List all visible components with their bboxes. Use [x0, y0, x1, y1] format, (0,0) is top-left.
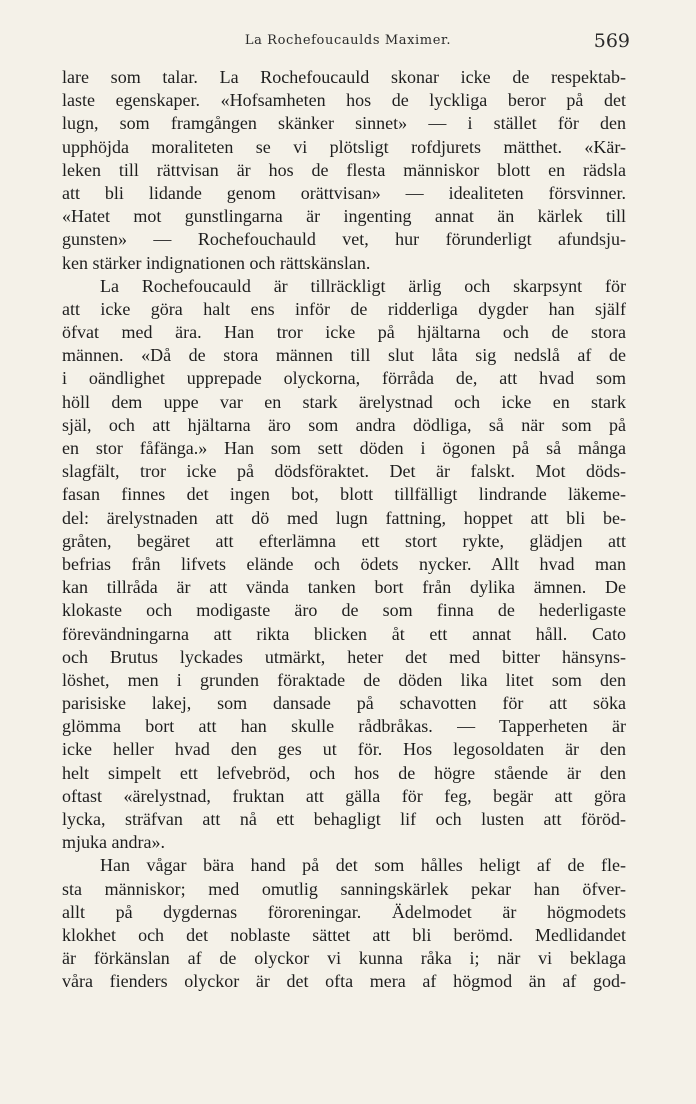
text-line: icke heller hvad den ges ut för. Hos legosoldaten är den: [62, 739, 626, 760]
text-line: gråten, begäret att efterlämna ett stort rykte, glädjen att: [62, 530, 626, 551]
text-line: sta människor; med omutlig sanningskärlek pekar han öfver-: [62, 878, 626, 899]
text-line: «Hatet mot gunstlingarna är ingenting annat än kärlek till: [62, 206, 626, 227]
running-header: [0, 30, 696, 60]
text-line: oftast «ärelystnad, fruktan att gälla för feg, begär att göra: [62, 785, 626, 806]
text-line: laste egenskaper. «Hofsamheten hos de lyckliga beror på det: [62, 90, 626, 111]
text-line: våra fienders olyckor är det ofta mera af högmod än af god-: [62, 971, 626, 992]
text-line: löshet, men i grunden föraktade de döden lika litet som den: [62, 669, 626, 690]
text-line: lugn, som framgången skänker sinnet» — i stället för den: [62, 113, 626, 134]
text-line: upphöjda moraliteten se vi plötsligt rofdjurets mätthet. «Kär-: [62, 136, 626, 157]
text-line: i oändlighet upprepade olyckorna, förråda de, att hvad som: [62, 368, 626, 389]
text-line: lycka, sträfvan att nå ett behagligt lif och lusten att föröd-: [62, 809, 626, 829]
text-line: männen. «Då de stora männen till slut låta sig nedslå af de: [62, 345, 626, 366]
text-line: del: ärelystnaden att dö med lugn fattning, hoppet att bli be-: [62, 507, 626, 528]
text-line: och Brutus lyckades utmärkt, heter det med bitter hänsyns-: [62, 646, 626, 667]
text-line: ken stärker indignationen och rättskänslan.: [62, 252, 371, 273]
text-line: en stor fåfänga.» Han som sett döden i ögonen på så många: [62, 438, 626, 458]
text-line: mjuka andra».: [62, 832, 165, 853]
paragraph-start-line: Han vågar bära hand på det som hålles heligt af de fle-: [100, 855, 626, 876]
text-line: klokhet och det noblaste sättet att bli berömd. Medlidandet: [62, 924, 626, 945]
text-line: slagfält, tror icke på dödsföraktet. Det är falskt. Mot döds-: [62, 461, 626, 482]
text-line: att bli lidande genom orättvisan» — idealiteten försvinner.: [62, 182, 626, 203]
text-line: gunsten» — Rochefouchauld vet, hur förunderligt afundsju-: [62, 229, 626, 250]
text-line: själ, och att hjältarna äro som andra dödliga, så när som på: [62, 414, 626, 435]
page-number: 569: [593, 30, 630, 52]
text-line: helt simpelt ett lefvebröd, och hos de högre stående är den: [62, 762, 626, 783]
text-line: parisiske lakej, som dansade på schavotten för att söka: [62, 693, 626, 714]
text-line: kan tillråda är att vända tanken bort från dylika ämnen. De: [62, 577, 626, 598]
text-line: att icke göra halt ens inför de ridderliga dygder han själf: [62, 298, 626, 319]
text-line: höll dem uppe var en stark ärelystnad och icke en stark: [62, 391, 626, 412]
text-line: klokaste och modigaste äro de som finna de hederligaste: [62, 600, 626, 621]
text-line: är förkänslan af de olyckor vi kunna råka i; när vi beklaga: [62, 948, 626, 969]
text-line: befrias från lifvets elände och ödets nycker. Allt hvad man: [62, 553, 626, 574]
text-line: leken till rättvisan är hos de flesta människor blott en rädsla: [62, 159, 626, 180]
text-line: öfvat med ära. Han tror icke på hjältarna och de stora: [62, 322, 626, 343]
text-line: glömma bort att han skulle rådbråkas. — Tapperheten är: [62, 716, 626, 737]
text-line: allt på dygdernas föroreningar. Ädelmodet är högmodets: [62, 901, 626, 922]
text-line: förevändningarna att rikta blicken åt ett annat håll. Cato: [62, 623, 626, 644]
paragraph-start-line: La Rochefoucauld är tillräckligt ärlig och skarpsynt för: [100, 275, 626, 296]
text-line: lare som talar. La Rochefoucauld skonar icke de respektab-: [62, 67, 626, 87]
body-text: [62, 66, 626, 994]
running-header-title: La Rochefoucaulds Maximer.: [244, 33, 452, 48]
text-line: fasan finnes det ingen bot, blott tillfälligt lindrande läkeme-: [62, 484, 626, 505]
